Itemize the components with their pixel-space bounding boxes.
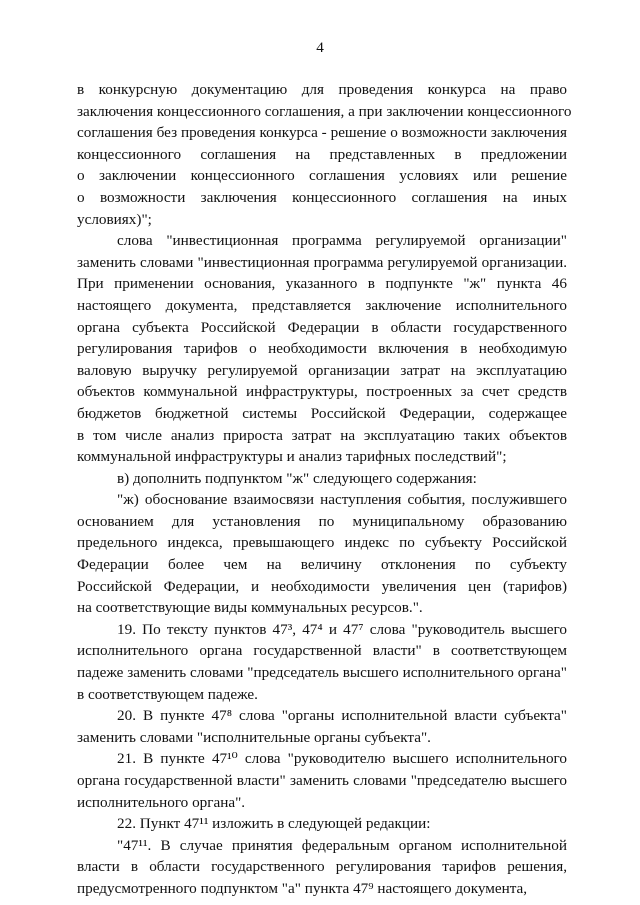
- text-line: слова "инвестиционная программа регулируемой организации": [117, 232, 567, 250]
- text-line: предельного индекса, превышающего индекс по субъекту Российской: [77, 534, 567, 552]
- text-line: в соответствующем падеже.: [77, 685, 258, 703]
- paragraph: [77, 230, 567, 468]
- text-line: заменить словами "инвестиционная программа регулируемой организации.: [77, 253, 567, 271]
- paragraph: [77, 748, 567, 813]
- text-line: При применении основания, указанного в подпункте "ж" пункта 46: [77, 275, 567, 293]
- text-line: 21. В пункте 47¹⁰ слова "руководителю высшего исполнительного: [117, 750, 567, 768]
- paragraph: [77, 489, 567, 619]
- paragraph: [77, 468, 567, 490]
- text-line: "ж) обоснование взаимосвязи наступления события, послужившего: [117, 491, 567, 509]
- paragraph: [77, 79, 572, 230]
- text-line: "47¹¹. В случае принятия федеральным органом исполнительной: [117, 836, 567, 854]
- text-line: органа государственной власти" заменить словами "председателю высшего: [77, 772, 567, 789]
- text-line: 22. Пункт 47¹¹ изложить в следующей редакции:: [117, 815, 431, 833]
- text-line: предусмотренного подпунктом "а" пункта 47⁹ настоящего документа,: [77, 879, 528, 897]
- paragraph: [77, 813, 567, 835]
- text-line: в конкурсную документацию для проведения конкурса на право: [77, 81, 567, 98]
- paragraph: [77, 835, 567, 900]
- text-line: бюджетов бюджетной системы Российской Федерации, содержащее: [77, 404, 567, 422]
- text-line: регулирования тарифов о необходимости включения в необходимую: [77, 340, 567, 358]
- text-line: на соответствующие виды коммунальных ресурсов.".: [77, 599, 423, 617]
- text-line: Российской Федерации, и необходимости увеличения цен (тарифов): [77, 577, 567, 595]
- text-line: коммунальной инфраструктуры и анализ тарифных последствий";: [77, 448, 507, 466]
- text-line: в) дополнить подпунктом "ж" следующего содержания:: [117, 469, 477, 487]
- text-line: 20. В пункте 47⁸ слова "органы исполнительной власти субъекта": [117, 707, 567, 725]
- paragraph: [77, 619, 567, 705]
- text-line: валовую выручку регулируемой организации затрат на эксплуатацию: [77, 361, 567, 379]
- text-line: исполнительного органа".: [77, 793, 246, 811]
- text-line: о заключении концессионного соглашения условиях или решение: [77, 167, 567, 185]
- paragraph: [77, 705, 567, 748]
- document-body: [77, 79, 572, 900]
- page-number: 4: [316, 39, 324, 56]
- text-line: концессионного соглашения на представленных в предложении: [77, 145, 567, 163]
- text-line: исполнительного органа государственной власти" в соответствующем: [77, 642, 567, 660]
- text-line: власти в области государственного регулирования тарифов решения,: [77, 858, 567, 876]
- text-line: в том числе анализ прироста затрат на эксплуатацию таких объектов: [77, 426, 567, 444]
- text-line: объектов коммунальной инфраструктуры, построенных за счет средств: [77, 383, 567, 401]
- text-line: 19. По тексту пунктов 47³, 47⁴ и 47⁷ слова "руководитель высшего: [117, 620, 567, 638]
- text-line: настоящего документа, представляется заключение исполнительного: [77, 296, 567, 314]
- text-line: заменить словами "исполнительные органы субъекта".: [77, 728, 431, 746]
- text-line: заключения концессионного соглашения, а при заключении концессионного: [77, 102, 572, 120]
- text-line: падеже заменить словами "председатель высшего исполнительного органа": [77, 664, 567, 682]
- text-line: соглашения без проведения конкурса - решение о возможности заключения: [77, 124, 567, 142]
- text-line: органа субъекта Российской Федерации в области государственного: [77, 318, 567, 336]
- text-line: о возможности заключения концессионного соглашения на иных: [77, 188, 567, 206]
- text-line: Федерации более чем на величину отклонения по субъекту: [77, 556, 567, 574]
- text-line: основанием для установления по муниципальному образованию: [77, 512, 567, 530]
- text-line: условиях)";: [77, 210, 152, 228]
